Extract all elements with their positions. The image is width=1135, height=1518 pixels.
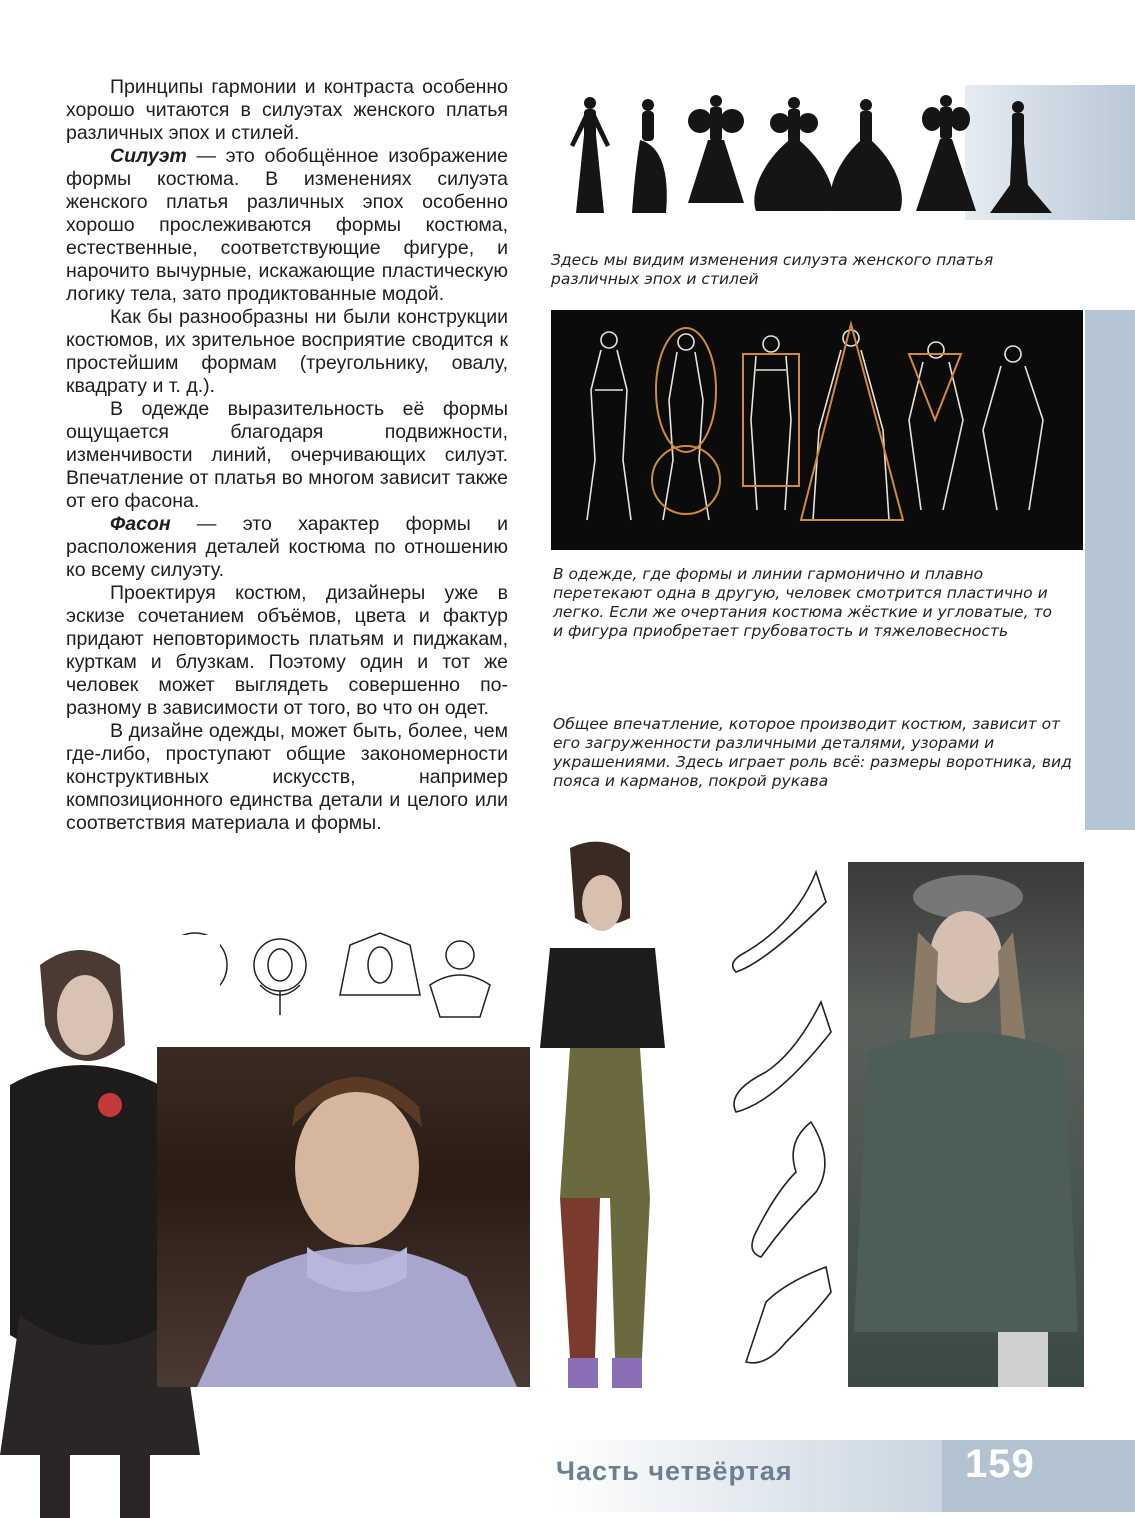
sleeve-4 [746, 1267, 831, 1363]
page-number: 159 [965, 1442, 1035, 1486]
caption-silhouettes: Здесь мы видим изменения силуэта женского платья различных эпох и стилей [551, 251, 994, 288]
silhouette-2 [632, 99, 667, 213]
silhouette-3 [688, 95, 744, 203]
man-figure [157, 1047, 552, 1387]
photo-man-sweater [157, 1047, 552, 1387]
geometric-sketch-illustration [551, 310, 1083, 550]
section-title: Часть четвёртая [556, 1456, 793, 1486]
collar-4 [430, 941, 490, 1017]
paragraph-5-text: — это характер формы и расположения деталей костюма по отношению ко всему силуэту. [66, 513, 508, 581]
fur-figure [848, 862, 1084, 1387]
dress-silhouettes-illustration [548, 85, 1088, 225]
silhouette-5 [830, 99, 902, 211]
paragraph-2 [66, 145, 508, 306]
paragraph-5 [66, 513, 508, 582]
paragraph-3: Как бы разнообразны ни были конструкции костюмов, их зрительное восприятие сводится к простейшим формам (треугольнику, овалу, квадрату и т. д.). [66, 306, 508, 397]
sleeve-3 [752, 1122, 825, 1257]
blue-band-right [1085, 310, 1135, 830]
paragraph-4: В одежде выразительность её формы ощущается благодаря подвижности, изменчивости линий, очерчивающих силуэт. Впечатление от платья во многом зависит также от его фасона. [66, 398, 508, 512]
sleeve-2 [734, 1002, 831, 1112]
body-text [66, 76, 508, 835]
sleeve-drawings [706, 862, 846, 1387]
caption-details: Общее впечатление, которое производит костюм, зависит от его загруженности различными деталями, узорами и украшениями. Здесь играет роль всё: размеры воротника, вид пояса и карманов, покрой рукава [553, 715, 1072, 790]
paragraph-6: Проектируя костюм, дизайнеры уже в эскизе сочетанием объёмов, цвета и фактур придают неповторимость платьям и пиджакам, курткам и блузкам. Поэтому один и тот же человек может выглядеть совершенно по-разному в зависимости от того, во что он одет. [66, 582, 508, 719]
paragraph-7: В дизайне одежды, может быть, более, чем где-либо, проступают общие закономерности конструктивных искусств, например композиционного единства детали и целого или соответствия материала и формы. [66, 720, 508, 834]
silhouette-6 [916, 95, 976, 211]
photo-woman-fur-coat [848, 862, 1084, 1387]
caption-sketch: В одежде, где формы и линии гармонично и плавно перетекают одна в другую, человек смотрится пластично и легко. Если же очертания костюма жёсткие и угловатые, то и фигура приобретает грубоватость и тяжеловесность [553, 565, 1052, 640]
collar-2 [254, 939, 306, 1015]
term-silhouette: Силуэт [110, 145, 187, 167]
silhouette-7 [990, 101, 1052, 213]
collar-3 [340, 933, 420, 995]
silhouette-1 [570, 97, 610, 213]
paragraph-1: Принципы гармонии и контраста особенно хорошо читаются в силуэтах женского платья различных эпох и стилей. [66, 76, 508, 144]
sleeve-1 [733, 872, 826, 972]
photo-runway-military-outfit [530, 838, 680, 1408]
term-style: Фасон [110, 513, 171, 535]
paragraph-2-text: — это обобщённое изображение формы костюма. В изменениях силуэта женского платья различных эпох особенно хорошо прослеживаются формы костюма, естественные, соответствующие фигуре, и нарочито вычурные, искажающие пластическую логику тела, зато продиктованные модой. [66, 145, 508, 305]
silhouette-4 [754, 97, 833, 211]
